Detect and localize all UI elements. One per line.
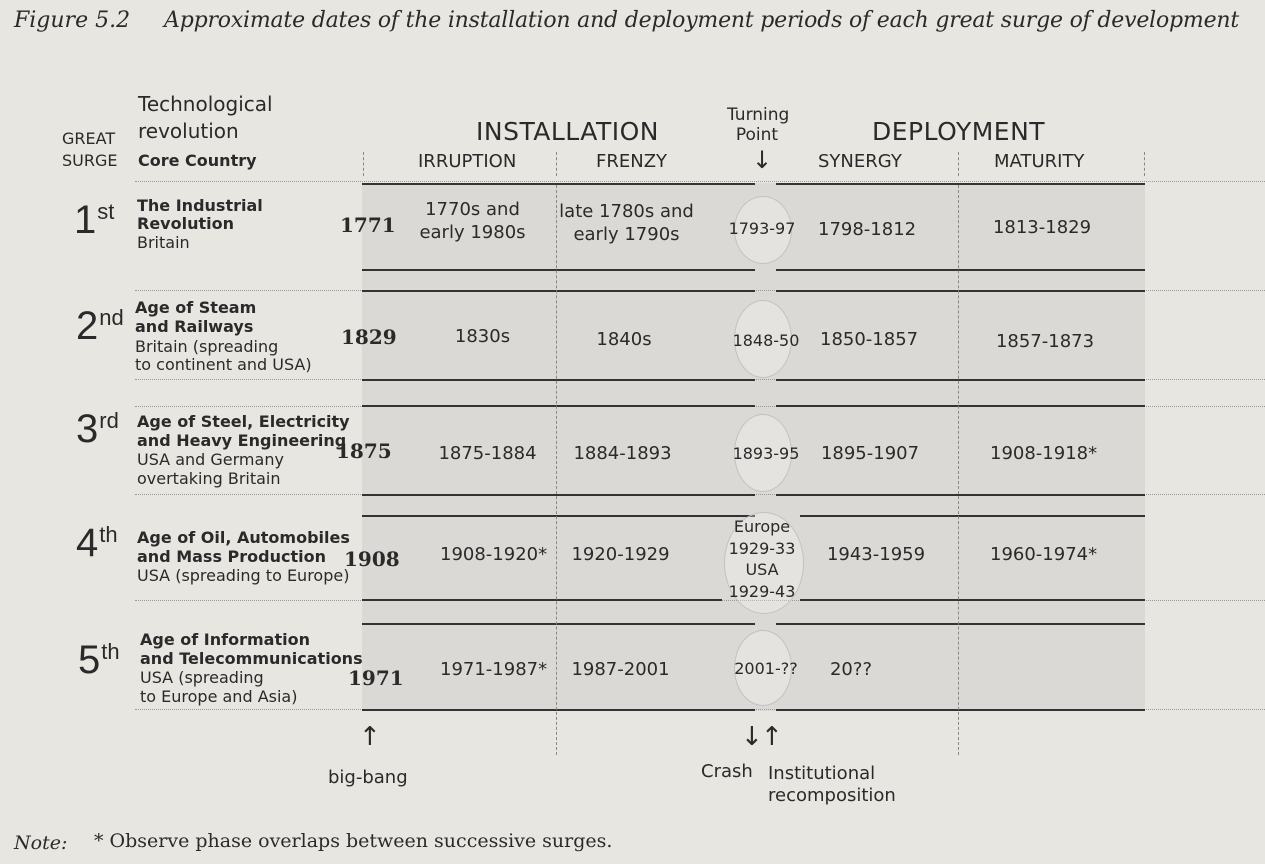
- surge-tech-name: and Mass Production: [137, 547, 326, 566]
- synergy-dates: 1850-1857: [820, 329, 919, 350]
- header-great: GREAT: [62, 129, 116, 148]
- frenzy-dates: 1884-1893: [573, 443, 672, 464]
- solid-rule: [800, 515, 1145, 517]
- surge-tech-name: Age of Oil, Automobiles: [137, 528, 350, 547]
- turning-point-dates: 1929-33: [728, 539, 796, 558]
- frenzy-dates: late 1780s and: [559, 201, 694, 222]
- big-bang-label: big-bang: [328, 767, 408, 788]
- synergy-dates: 1895-1907: [820, 443, 920, 464]
- frenzy-dates: 1840s: [596, 329, 652, 350]
- solid-rule: [362, 183, 755, 185]
- irruption-dates: 1875-1884: [438, 443, 537, 464]
- turning-point-dates: 1848-50: [732, 331, 800, 350]
- surge-tech-name: and Telecommunications: [140, 649, 363, 668]
- frenzy-dates: 1920-1929: [571, 544, 670, 565]
- solid-rule: [362, 709, 755, 711]
- surge-country: to Europe and Asia): [140, 687, 298, 706]
- turning-point-dates: USA: [745, 560, 779, 579]
- surge-tech-name: and Railways: [135, 317, 254, 336]
- header-divider: [556, 152, 557, 176]
- surge-number: 4th: [76, 521, 118, 565]
- irruption-dates: 1971-1987*: [440, 659, 548, 680]
- header-divider: [958, 152, 959, 176]
- note-text: * Observe phase overlaps between successive surges.: [94, 830, 613, 852]
- maturity-dates: 1857-1873: [995, 331, 1095, 352]
- irruption-dates: early 1980s: [419, 222, 526, 243]
- surge-number: 1st: [74, 198, 115, 242]
- column-divider: [958, 185, 959, 755]
- header-installation: INSTALLATION: [476, 117, 659, 146]
- maturity-dates: 1960-1974*: [990, 544, 1098, 565]
- solid-rule: [776, 405, 1145, 407]
- big-bang-arrow-up: ↑: [359, 722, 381, 752]
- surge-number: 5th: [78, 638, 120, 682]
- turning-point-dates: Europe: [733, 517, 791, 536]
- surge-number: 2nd: [76, 304, 124, 348]
- header-core-country: Core Country: [138, 151, 257, 170]
- turning-point-dates: 1793-97: [728, 219, 796, 238]
- header-turning-1: Turning: [727, 105, 790, 125]
- figure-caption: Approximate dates of the installation and deployment periods of each great surge of development: [164, 8, 1239, 33]
- header-deployment: DEPLOYMENT: [872, 117, 1046, 146]
- institutional-label: Institutional: [768, 763, 876, 784]
- frenzy-dates: early 1790s: [573, 224, 680, 245]
- header-divider: [363, 152, 364, 176]
- header-irruption: IRRUPTION: [418, 151, 517, 172]
- surge-number: 3rd: [76, 407, 119, 451]
- recomposition-arrow-up: ↑: [761, 722, 783, 752]
- surge-tech-name: The Industrial: [137, 196, 263, 215]
- surge-tech-name: Age of Information: [140, 630, 310, 649]
- big-bang-year: 1908: [344, 547, 400, 571]
- surge-country: Britain: [137, 233, 190, 252]
- big-bang-year: 1971: [348, 666, 404, 690]
- solid-rule: [362, 515, 755, 517]
- maturity-dates: 1813-1829: [992, 217, 1092, 238]
- solid-rule: [800, 599, 1145, 601]
- dotted-rule: [135, 181, 1265, 182]
- solid-rule: [776, 269, 1145, 271]
- header-maturity: MATURITY: [994, 151, 1085, 172]
- header-tech-1: Technological: [138, 92, 273, 116]
- header-tech-2: revolution: [138, 119, 239, 143]
- turning-point-dates: 2001-??: [734, 659, 798, 678]
- solid-rule: [776, 290, 1145, 292]
- solid-rule: [362, 405, 755, 407]
- figure-label: Figure 5.2: [14, 8, 131, 33]
- frenzy-dates: 1987-2001: [571, 659, 670, 680]
- solid-rule: [776, 709, 1145, 711]
- synergy-dates: 1798-1812: [818, 219, 917, 240]
- solid-rule: [362, 494, 755, 496]
- solid-rule: [776, 379, 1145, 381]
- solid-rule: [362, 290, 755, 292]
- solid-rule: [776, 623, 1145, 625]
- surge-country: to continent and USA): [135, 355, 312, 374]
- surge-country: USA (spreading to Europe): [137, 566, 350, 585]
- note-label: Note:: [14, 832, 68, 854]
- surge-tech-name: and Heavy Engineering: [137, 431, 347, 450]
- big-bang-year: 1771: [340, 213, 396, 237]
- solid-rule: [362, 269, 755, 271]
- surge-country: overtaking Britain: [137, 469, 281, 488]
- maturity-dates: 1908-1918*: [990, 443, 1098, 464]
- header-divider: [1144, 152, 1145, 176]
- irruption-dates: 1908-1920*: [440, 544, 548, 565]
- surge-country: USA and Germany: [137, 450, 284, 469]
- solid-rule: [776, 183, 1145, 185]
- irruption-dates: 1830s: [454, 326, 511, 347]
- turning-point-dates: 1893-95: [732, 444, 800, 463]
- recomposition-label: recomposition: [768, 785, 896, 806]
- turning-point-dates: 1929-43: [728, 582, 796, 601]
- crash-label: Crash: [701, 761, 753, 782]
- big-bang-year: 1829: [341, 325, 397, 349]
- solid-rule: [362, 623, 755, 625]
- crash-arrow-down: ↓: [741, 722, 763, 752]
- solid-rule: [362, 379, 755, 381]
- surge-tech-name: Age of Steam: [135, 298, 257, 317]
- surge-tech-name: Age of Steel, Electricity: [137, 412, 350, 431]
- surge-country: Britain (spreading: [135, 337, 279, 356]
- synergy-dates: 20??: [829, 659, 872, 680]
- header-synergy: SYNERGY: [818, 151, 902, 172]
- big-bang-year: 1875: [336, 439, 392, 463]
- solid-rule: [776, 494, 1145, 496]
- surge-tech-name: Revolution: [137, 214, 234, 233]
- solid-rule: [362, 599, 722, 601]
- column-divider: [556, 185, 557, 755]
- surge-country: USA (spreading: [140, 668, 264, 687]
- turning-arrow-down: ↓: [752, 146, 773, 174]
- header-turning-2: Point: [735, 125, 779, 145]
- header-frenzy: FRENZY: [596, 151, 668, 172]
- synergy-dates: 1943-1959: [826, 544, 926, 565]
- irruption-dates: 1770s and: [425, 199, 520, 220]
- header-surge: SURGE: [62, 151, 118, 170]
